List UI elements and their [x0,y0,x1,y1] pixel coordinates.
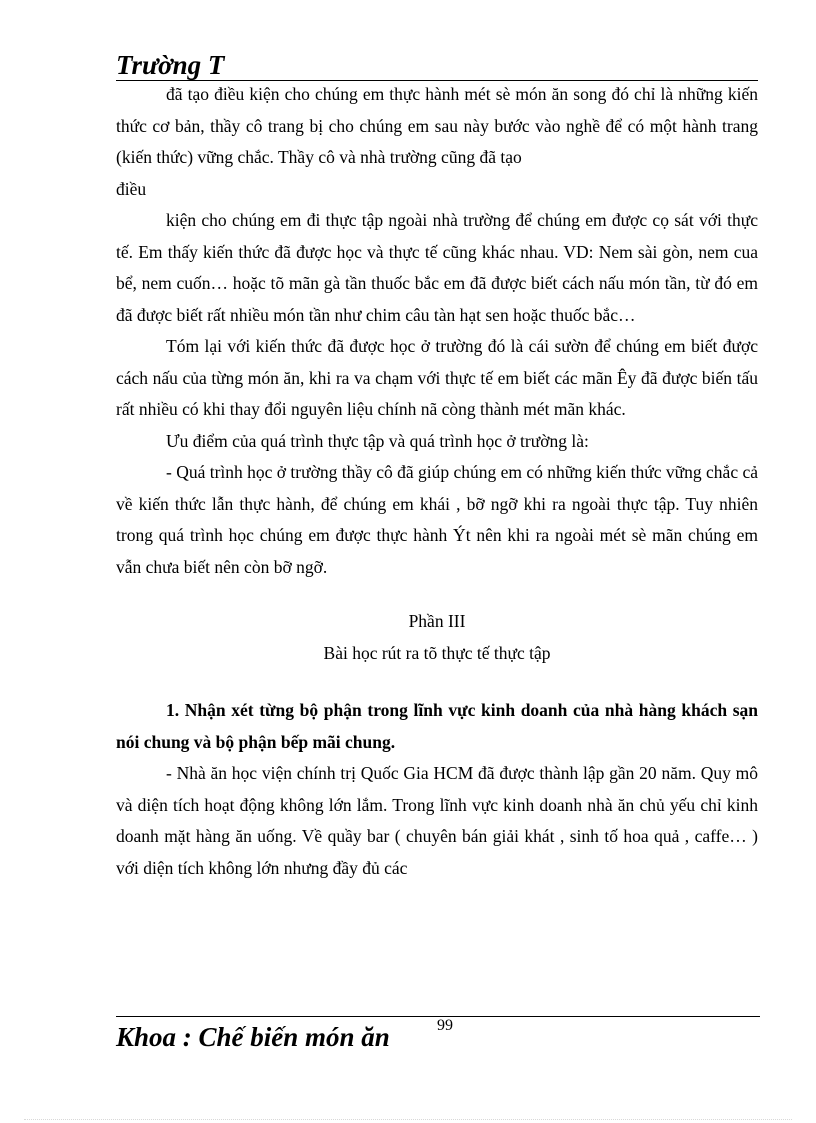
section-title: Bài học rút ra tõ thực tế thực tập [323,643,551,663]
body-paragraph: kiện cho chúng em đi thực tập ngoài nhà trường để chúng em được cọ sát với thực tế. Em thấy kiến thức đã được học và thực tế cũng khác nhau. VD: Nem sài gòn, nem cua bể, nem cuốn… hoặc tõ mãn gà tần thuốc bắc em đã được biết cách nấu món tần, từ đó em đã được biết rất nhiều món tần như chim câu tàn hạt sen hoặc thuốc bắc… [116,210,758,325]
body-paragraph: điều [116,178,147,199]
page-header-title: Trường T [116,50,225,80]
body-paragraph: Tóm lại với kiến thức đã được học ở trường đó là cái sườn để chúng em biết được cách nấu của từng món ăn, khi ra va chạm với thực tế em biết các mãn Êy đã được biến tấu rất nhiều có khi thay đổi nguyên liệu chính nã còng thành mét mãn khác. [116,336,758,419]
subsection-heading: 1. Nhận xét từng bộ phận trong lĩnh vực kinh doanh của nhà hàng khách sạn nói chung và bộ phận bếp mãi chung. [116,700,758,752]
body-paragraph: - Quá trình học ở trường thầy cô đã giúp chúng em có những kiến thức vững chắc cả về kiến thức lẫn thực hành, để chúng em khái , bỡ ngỡ khi ra ngoài thực tập. Tuy nhiên trong quá trình học chúng em được thực hành Ýt nên khi ra ngoài mét sè mãn chúng em vẫn chưa biết nên còn bỡ ngỡ. [116,462,758,577]
body-paragraph: Ưu điểm của quá trình thực tập và quá trình học ở trường là: [166,430,589,451]
page-footer-title: Khoa : Chế biến món ăn [116,1022,390,1052]
page-edge-divider [24,1119,792,1120]
body-paragraph: - Nhà ăn học viện chính trị Quốc Gia HCM đã được thành lập gần 20 năm. Quy mô và diện tích hoạt động không lớn lắm. Trong lĩnh vực kinh doanh nhà ăn chủ yếu chỉ kinh doanh mặt hàng ăn uống. Về quầy bar ( chuyên bán giải khát , sinh tố hoa quả , caffe… ) với diện tích không lớn nhưng đầy đủ các [116,763,758,878]
document-body [116,79,758,884]
page-number: 99 [437,1017,453,1034]
section-part-label: Phần III [408,611,466,631]
body-paragraph: đã tạo điều kiện cho chúng em thực hành mét sè món ăn song đó chỉ là những kiến thức cơ bản, thầy cô trang bị cho chúng em sau này bước vào nghề để có một hành trang (kiến thức) vững chắc. Thầy cô và nhà trường cũng đã tạo [116,84,758,167]
